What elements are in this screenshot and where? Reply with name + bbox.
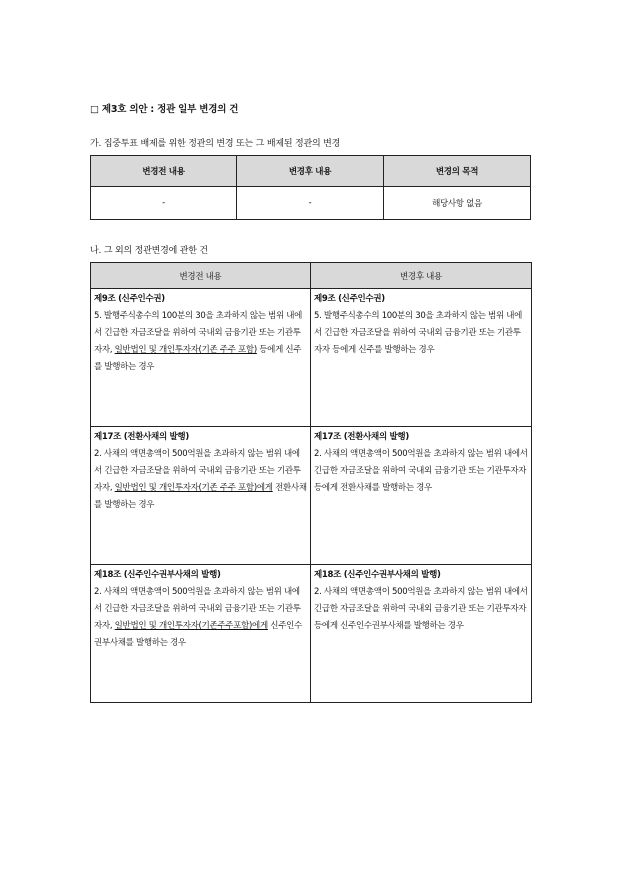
section-a-heading: 가. 집중투표 배제를 위한 정관의 변경 또는 그 배제된 정관의 변경 bbox=[90, 139, 341, 149]
header-before: 변경전 내용 bbox=[91, 263, 311, 289]
article-text: 등에게 신주를 발행하는 경우 bbox=[94, 345, 302, 372]
article-title: 제17조 (전환사채의 발행) bbox=[94, 432, 189, 442]
article-title: 제18조 (신주인수권부사채의 발행) bbox=[94, 570, 221, 580]
added-text: 일반법인 및 개인투자자(기존 주주 포함) bbox=[114, 345, 257, 355]
article-text: 2. 사채의 액면총액이 500억원을 초과하지 않는 범위 내에서 긴급한 자금조달을 위하여 국내외 금융기관 또는 기관투자자 등에게 전환사채를 발행하는 경우 bbox=[314, 449, 528, 493]
article-text: 2. 사채의 액면총액이 500억원을 초과하지 않는 범위 내에서 긴급한 자금조달을 위하여 국내외 금융기관 또는 기관투자자, bbox=[94, 449, 301, 493]
cell-before: - bbox=[91, 187, 237, 220]
added-text: 일반법인 및 개인투자자(기존 주주 포함)에게 bbox=[114, 483, 273, 493]
header-before: 변경전 내용 bbox=[91, 156, 237, 187]
cell-purpose: 해당사항 없음 bbox=[384, 187, 531, 220]
article-text: 2. 사채의 액면총액이 500억원을 초과하지 않는 범위 내에서 긴급한 자금조달을 위하여 국내외 금융기관 또는 기관투자자 등에게 신주인수권부사채를 발행하는 경우 bbox=[314, 587, 528, 631]
header-purpose: 변경의 목적 bbox=[384, 156, 531, 187]
article-text: 5. 발행주식총수의 100분의 30을 초과하지 않는 범위 내에서 긴급한 자금조달을 위하여 국내외 금융기관 또는 기관투자자, bbox=[94, 311, 303, 355]
article-title: 제17조 (전환사채의 발행) bbox=[314, 432, 409, 442]
added-text: 일반법인 및 개인투자자(기존주주포함)에게 bbox=[114, 621, 268, 631]
cell-after bbox=[311, 289, 532, 427]
header-after: 변경후 내용 bbox=[237, 156, 384, 187]
table-row bbox=[91, 187, 531, 220]
article-text: 전환사채를 발행하는 경우 bbox=[94, 483, 307, 510]
cell-before bbox=[91, 565, 311, 703]
article-title: 제18조 (신주인수권부사채의 발행) bbox=[314, 570, 441, 580]
cell-after bbox=[311, 427, 532, 565]
table-header-row bbox=[91, 156, 531, 187]
cell-before bbox=[91, 289, 311, 427]
table-header-row bbox=[91, 263, 532, 289]
cell-after bbox=[311, 565, 532, 703]
section-title: □ 제3호 의안 : 정관 일부 변경의 건 bbox=[90, 104, 239, 115]
table-row bbox=[91, 427, 532, 565]
article-text: 2. 사채의 액면총액이 500억원을 초과하지 않는 범위 내에서 긴급한 자금조달을 위하여 국내외 금융기관 또는 기관투자자, bbox=[94, 587, 301, 631]
section-b-heading: 나. 그 외의 정관변경에 관한 건 bbox=[90, 246, 208, 256]
cell-before bbox=[91, 427, 311, 565]
header-after: 변경후 내용 bbox=[311, 263, 532, 289]
other-changes-table bbox=[90, 262, 532, 703]
article-text: 5. 발행주식총수의 100분의 30을 초과하지 않는 범위 내에서 긴급한 자금조달을 위하여 국내외 금융기관 또는 기관투자자 등에게 신주를 발행하는 경우 bbox=[314, 311, 523, 355]
table-row bbox=[91, 565, 532, 703]
article-text: 신주인수권부사채를 발행하는 경우 bbox=[94, 621, 302, 648]
exclusion-change-table bbox=[90, 155, 531, 220]
cell-after: - bbox=[237, 187, 384, 220]
table-row bbox=[91, 289, 532, 427]
article-title: 제9조 (신주인수권) bbox=[94, 294, 165, 304]
article-title: 제9조 (신주인수권) bbox=[314, 294, 385, 304]
